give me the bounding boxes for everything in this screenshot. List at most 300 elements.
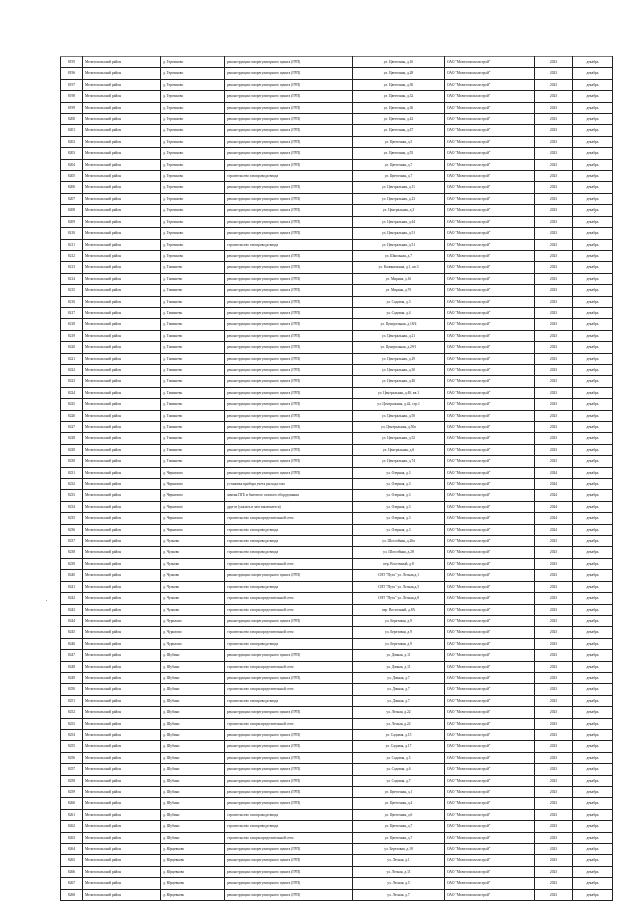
- address-cell: ул. Центральная, д.52: [353, 433, 445, 444]
- district-cell: Мелитопольский район: [83, 285, 161, 296]
- contractor-cell: ОАО "Мелитопольгазстрой": [445, 68, 535, 79]
- address-cell: ул. Садовая, д.17: [353, 741, 445, 752]
- year-cell: 2023: [535, 878, 573, 889]
- contractor-cell: ОАО "Мелитопольгазстрой": [445, 467, 535, 478]
- address-cell: ул. Центральная, д.42, стр.1: [353, 399, 445, 410]
- district-cell: Мелитопольский район: [83, 399, 161, 410]
- month-cell: декабрь: [573, 547, 613, 558]
- row-number: 8215: [61, 285, 83, 296]
- work-type-cell: замена ПГБ и бытового газового оборудования: [225, 490, 353, 501]
- address-cell: ул. Центральная, д.30: [353, 364, 445, 375]
- work-type-cell: строительство газораспределительной сети: [225, 604, 353, 615]
- address-cell: ул. Цветочная, д.7: [353, 832, 445, 843]
- locality-cell: д. Шубино: [161, 707, 225, 718]
- year-cell: 2023: [535, 91, 573, 102]
- locality-cell: д. Терешково: [161, 114, 225, 125]
- row-number: 8260: [61, 798, 83, 809]
- work-type-cell: строительство газопровода-ввода: [225, 171, 353, 182]
- contractor-cell: ОАО "Мелитопольгазстрой": [445, 250, 535, 261]
- year-cell: 2023: [535, 456, 573, 467]
- work-type-cell: другое (указать в чем заключается): [225, 501, 353, 512]
- locality-cell: д. Тимашево: [161, 444, 225, 455]
- month-cell: декабрь: [573, 171, 613, 182]
- row-number: 8199: [61, 102, 83, 113]
- row-number: 8259: [61, 787, 83, 798]
- locality-cell: д. Шубино: [161, 787, 225, 798]
- table-row: [61, 171, 613, 182]
- district-cell: Мелитопольский район: [83, 581, 161, 592]
- work-type-cell: реконструкция газорегуляторного пункта (ГРП): [225, 376, 353, 387]
- address-cell: ул. Лесная, д.7: [353, 889, 445, 900]
- contractor-cell: ОАО "Мелитопольгазстрой": [445, 387, 535, 398]
- locality-cell: д. Терешково: [161, 68, 225, 79]
- table-row: [61, 878, 613, 889]
- month-cell: декабрь: [573, 650, 613, 661]
- table-row: [61, 844, 613, 855]
- district-cell: Мелитопольский район: [83, 501, 161, 512]
- address-cell: ул. Центральная, д.18/4: [353, 319, 445, 330]
- locality-cell: д. Тимашево: [161, 319, 225, 330]
- row-number: 8221: [61, 353, 83, 364]
- table-row: [61, 593, 613, 604]
- work-type-cell: реконструкция газорегуляторного пункта (ГРП): [225, 672, 353, 683]
- work-type-cell: реконструкция газорегуляторного пункта (ГРП): [225, 136, 353, 147]
- district-cell: Мелитопольский район: [83, 193, 161, 204]
- row-number: 8207: [61, 193, 83, 204]
- year-cell: 2023: [535, 399, 573, 410]
- district-cell: Мелитопольский район: [83, 809, 161, 820]
- locality-cell: д. Шубино: [161, 661, 225, 672]
- table-row: [61, 524, 613, 535]
- district-cell: Мелитопольский район: [83, 262, 161, 273]
- address-cell: ул. Озерная, д.3: [353, 524, 445, 535]
- contractor-cell: ОАО "Мелитопольгазстрой": [445, 79, 535, 90]
- address-cell: ул. Дачная, д.11: [353, 650, 445, 661]
- locality-cell: д. Чулково: [161, 547, 225, 558]
- month-cell: декабрь: [573, 353, 613, 364]
- work-type-cell: строительство газораспределительной сети: [225, 718, 353, 729]
- address-cell: ул. Центральная, д.40, кв.1: [353, 387, 445, 398]
- district-cell: Мелитопольский район: [83, 558, 161, 569]
- address-cell: ул. Центральная, д.29: [353, 353, 445, 364]
- table-row: [61, 855, 613, 866]
- row-number: 8229: [61, 444, 83, 455]
- row-number: 8237: [61, 536, 83, 547]
- address-cell: ул. Центральная, д.74: [353, 456, 445, 467]
- table-row: [61, 422, 613, 433]
- row-number: 8217: [61, 307, 83, 318]
- table-row: [61, 821, 613, 832]
- month-cell: декабрь: [573, 672, 613, 683]
- row-number: 8252: [61, 707, 83, 718]
- locality-cell: д. Терешково: [161, 159, 225, 170]
- work-type-cell: реконструкция газорегуляторного пункта (ГРП): [225, 878, 353, 889]
- year-cell: 2023: [535, 752, 573, 763]
- district-cell: Мелитопольский район: [83, 684, 161, 695]
- month-cell: декабрь: [573, 855, 613, 866]
- address-cell: ул. Озерная, д.3: [353, 513, 445, 524]
- work-type-cell: реконструкция газорегуляторного пункта (ГРП): [225, 399, 353, 410]
- locality-cell: д. Тимашево: [161, 399, 225, 410]
- contractor-cell: ОАО "Мелитопольгазстрой": [445, 593, 535, 604]
- month-cell: декабрь: [573, 581, 613, 592]
- row-number: 8230: [61, 456, 83, 467]
- work-type-cell: реконструкция газорегуляторного пункта (ГРП): [225, 764, 353, 775]
- address-cell: ул. Озерная, д.3: [353, 479, 445, 490]
- month-cell: декабрь: [573, 262, 613, 273]
- table-row: [61, 182, 613, 193]
- address-cell: ул. Центральная, д.21: [353, 330, 445, 341]
- table-row: [61, 741, 613, 752]
- district-cell: Мелитопольский район: [83, 536, 161, 547]
- locality-cell: д. Шубино: [161, 798, 225, 809]
- address-cell: ул. Дачная, д.7: [353, 684, 445, 695]
- table-row: [61, 273, 613, 284]
- address-cell: ул. Лесная, д.22: [353, 718, 445, 729]
- month-cell: декабрь: [573, 444, 613, 455]
- table-row: [61, 159, 613, 170]
- contractor-cell: ОАО "Мелитопольгазстрой": [445, 775, 535, 786]
- contractor-cell: ОАО "Мелитопольгазстрой": [445, 102, 535, 113]
- row-number: 8227: [61, 422, 83, 433]
- year-cell: 2023: [535, 376, 573, 387]
- year-cell: 2023: [535, 821, 573, 832]
- locality-cell: д. Шубино: [161, 741, 225, 752]
- address-cell: ул. Цветочная, д.7: [353, 171, 445, 182]
- month-cell: декабрь: [573, 136, 613, 147]
- work-type-cell: реконструкция газорегуляторного пункта (ГРП): [225, 102, 353, 113]
- month-cell: декабрь: [573, 422, 613, 433]
- address-cell: ул. Цветочная, д.1: [353, 787, 445, 798]
- locality-cell: д. Терешково: [161, 239, 225, 250]
- district-cell: Мелитопольский район: [83, 68, 161, 79]
- month-cell: декабрь: [573, 490, 613, 501]
- locality-cell: д. Шубино: [161, 809, 225, 820]
- work-type-cell: строительство газопровода-ввода: [225, 239, 353, 250]
- address-cell: ул. Лесная, д.22: [353, 707, 445, 718]
- district-cell: Мелитопольский район: [83, 102, 161, 113]
- work-type-cell: реконструкция газорегуляторного пункта (ГРП): [225, 57, 353, 68]
- locality-cell: д. Тимашево: [161, 296, 225, 307]
- district-cell: Мелитопольский район: [83, 330, 161, 341]
- contractor-cell: ОАО "Мелитопольгазстрой": [445, 239, 535, 250]
- district-cell: Мелитопольский район: [83, 364, 161, 375]
- locality-cell: д. Терешково: [161, 136, 225, 147]
- row-number: 8249: [61, 672, 83, 683]
- contractor-cell: ОАО "Мелитопольгазстрой": [445, 285, 535, 296]
- year-cell: 2023: [535, 855, 573, 866]
- work-type-cell: реконструкция газорегуляторного пункта (ГРП): [225, 68, 353, 79]
- row-number: 8235: [61, 513, 83, 524]
- district-cell: Мелитопольский район: [83, 296, 161, 307]
- contractor-cell: ОАО "Мелитопольгазстрой": [445, 307, 535, 318]
- work-type-cell: реконструкция газорегуляторного пункта (ГРП): [225, 844, 353, 855]
- work-type-cell: строительство газораспределительной сети: [225, 558, 353, 569]
- month-cell: декабрь: [573, 627, 613, 638]
- year-cell: 2023: [535, 250, 573, 261]
- contractor-cell: ОАО "Мелитопольгазстрой": [445, 410, 535, 421]
- locality-cell: д. Черкизово: [161, 513, 225, 524]
- table-row: [61, 536, 613, 547]
- row-number: 8239: [61, 558, 83, 569]
- contractor-cell: ОАО "Мелитопольгазстрой": [445, 376, 535, 387]
- table-row: [61, 729, 613, 740]
- locality-cell: д. Тимашево: [161, 285, 225, 296]
- year-cell: 2023: [535, 125, 573, 136]
- contractor-cell: ОАО "Мелитопольгазстрой": [445, 729, 535, 740]
- table-row: [61, 889, 613, 900]
- address-cell: ул. Лесная, д.5: [353, 878, 445, 889]
- address-cell: ул. Цветочная, д.6: [353, 809, 445, 820]
- district-cell: Мелитопольский район: [83, 866, 161, 877]
- contractor-cell: ОАО "Мелитопольгазстрой": [445, 296, 535, 307]
- month-cell: декабрь: [573, 536, 613, 547]
- year-cell: 2023: [535, 136, 573, 147]
- locality-cell: д. Чулково: [161, 593, 225, 604]
- month-cell: декабрь: [573, 695, 613, 706]
- year-cell: 2023: [535, 182, 573, 193]
- month-cell: декабрь: [573, 239, 613, 250]
- work-type-cell: реконструкция газорегуляторного пункта (ГРП): [225, 285, 353, 296]
- district-cell: Мелитопольский район: [83, 695, 161, 706]
- district-cell: Мелитопольский район: [83, 889, 161, 900]
- year-cell: 2023: [535, 547, 573, 558]
- work-type-cell: реконструкция газорегуляторного пункта (ГРП): [225, 319, 353, 330]
- district-cell: Мелитопольский район: [83, 159, 161, 170]
- district-cell: Мелитопольский район: [83, 216, 161, 227]
- contractor-cell: ОАО "Мелитопольгазстрой": [445, 581, 535, 592]
- address-cell: СНТ "Путь" ул. Лесная,д.8: [353, 593, 445, 604]
- district-cell: Мелитопольский район: [83, 570, 161, 581]
- table-row: [61, 68, 613, 79]
- table-row: [61, 262, 613, 273]
- scan-speck: [594, 212, 595, 213]
- district-cell: Мелитопольский район: [83, 787, 161, 798]
- work-type-cell: реконструкция газорегуляторного пункта (ГРП): [225, 570, 353, 581]
- month-cell: декабрь: [573, 501, 613, 512]
- month-cell: декабрь: [573, 114, 613, 125]
- address-cell: ул. Центральная, д.6: [353, 444, 445, 455]
- work-type-cell: реконструкция газорегуляторного пункта (ГРП): [225, 330, 353, 341]
- row-number: 8261: [61, 809, 83, 820]
- year-cell: 2023: [535, 672, 573, 683]
- year-cell: 2023: [535, 68, 573, 79]
- year-cell: 2023: [535, 627, 573, 638]
- locality-cell: д. Терешково: [161, 91, 225, 102]
- table-row: [61, 376, 613, 387]
- address-cell: ул. Лесная, д.11: [353, 866, 445, 877]
- year-cell: 2023: [535, 729, 573, 740]
- contractor-cell: ОАО "Мелитопольгазстрой": [445, 866, 535, 877]
- table-row: [61, 228, 613, 239]
- locality-cell: д. Шубино: [161, 650, 225, 661]
- district-cell: Мелитопольский район: [83, 250, 161, 261]
- address-cell: ул. Цветочная, д.42: [353, 114, 445, 125]
- district-cell: Мелитопольский район: [83, 376, 161, 387]
- year-cell: 2023: [535, 615, 573, 626]
- month-cell: декабрь: [573, 376, 613, 387]
- work-type-cell: реконструкция газорегуляторного пункта (ГРП): [225, 125, 353, 136]
- table-row: [61, 353, 613, 364]
- district-cell: Мелитопольский район: [83, 433, 161, 444]
- year-cell: 2023: [535, 205, 573, 216]
- month-cell: декабрь: [573, 741, 613, 752]
- work-type-cell: реконструкция газорегуляторного пункта (ГРП): [225, 775, 353, 786]
- month-cell: декабрь: [573, 775, 613, 786]
- year-cell: 2023: [535, 342, 573, 353]
- contractor-cell: ОАО "Мелитопольгазстрой": [445, 444, 535, 455]
- address-cell: ул. Центральная, д.44: [353, 216, 445, 227]
- row-number: 8197: [61, 79, 83, 90]
- year-cell: 2023: [535, 159, 573, 170]
- month-cell: декабрь: [573, 467, 613, 478]
- address-cell: ул. Садовая, д.5: [353, 752, 445, 763]
- table-row: [61, 319, 613, 330]
- month-cell: декабрь: [573, 764, 613, 775]
- district-cell: Мелитопольский район: [83, 205, 161, 216]
- year-cell: 2023: [535, 866, 573, 877]
- table-row: [61, 661, 613, 672]
- month-cell: декабрь: [573, 707, 613, 718]
- table-row: [61, 296, 613, 307]
- row-number: 8263: [61, 832, 83, 843]
- year-cell: 2024: [535, 479, 573, 490]
- locality-cell: д. Черкизово: [161, 467, 225, 478]
- month-cell: декабрь: [573, 513, 613, 524]
- locality-cell: д. Тимашево: [161, 307, 225, 318]
- month-cell: декабрь: [573, 205, 613, 216]
- month-cell: декабрь: [573, 182, 613, 193]
- work-type-cell: строительство газораспределительной сети: [225, 593, 353, 604]
- address-cell: ул. Цветочная, д.30: [353, 79, 445, 90]
- row-number: 8244: [61, 615, 83, 626]
- month-cell: декабрь: [573, 479, 613, 490]
- row-number: 8266: [61, 866, 83, 877]
- address-cell: ул. Березовая, д.9: [353, 615, 445, 626]
- contractor-cell: ОАО "Мелитопольгазстрой": [445, 672, 535, 683]
- contractor-cell: ОАО "Мелитопольгазстрой": [445, 844, 535, 855]
- month-cell: декабрь: [573, 57, 613, 68]
- contractor-cell: ОАО "Мелитопольгазстрой": [445, 638, 535, 649]
- work-type-cell: реконструкция газорегуляторного пункта (ГРП): [225, 855, 353, 866]
- work-type-cell: реконструкция газорегуляторного пункта (ГРП): [225, 752, 353, 763]
- table-row: [61, 684, 613, 695]
- address-cell: ул. Цветочная, д.7: [353, 821, 445, 832]
- row-number: 8195: [61, 57, 83, 68]
- address-cell: ул. Садовая, д.15: [353, 729, 445, 740]
- table-row: [61, 695, 613, 706]
- year-cell: 2024: [535, 467, 573, 478]
- contractor-cell: ОАО "Мелитопольгазстрой": [445, 148, 535, 159]
- work-type-cell: реконструкция газорегуляторного пункта (ГРП): [225, 342, 353, 353]
- row-number: 8233: [61, 490, 83, 501]
- contractor-cell: ОАО "Мелитопольгазстрой": [445, 364, 535, 375]
- row-number: 8208: [61, 205, 83, 216]
- table-row: [61, 148, 613, 159]
- address-cell: ул. Калиничкина, д.1, кв.3: [353, 262, 445, 273]
- district-cell: Мелитопольский район: [83, 729, 161, 740]
- table-row: [61, 456, 613, 467]
- address-cell: ул. Центральная, д.51: [353, 228, 445, 239]
- contractor-cell: ОАО "Мелитопольгазстрой": [445, 159, 535, 170]
- district-cell: Мелитопольский район: [83, 273, 161, 284]
- row-number: 8213: [61, 262, 83, 273]
- year-cell: 2023: [535, 844, 573, 855]
- work-type-cell: реконструкция газорегуляторного пункта (ГРП): [225, 467, 353, 478]
- year-cell: 2023: [535, 707, 573, 718]
- year-cell: 2024: [535, 490, 573, 501]
- locality-cell: д. Тимашево: [161, 456, 225, 467]
- month-cell: декабрь: [573, 148, 613, 159]
- address-cell: ул. Мирная, д.7б: [353, 285, 445, 296]
- locality-cell: д. Юрцевково: [161, 889, 225, 900]
- district-cell: Мелитопольский район: [83, 136, 161, 147]
- year-cell: 2023: [535, 684, 573, 695]
- locality-cell: д. Чулково: [161, 604, 225, 615]
- table-row: [61, 205, 613, 216]
- contractor-cell: ОАО "Мелитопольгазстрой": [445, 342, 535, 353]
- district-cell: Мелитопольский район: [83, 148, 161, 159]
- locality-cell: д. Терешково: [161, 148, 225, 159]
- month-cell: декабрь: [573, 832, 613, 843]
- month-cell: декабрь: [573, 159, 613, 170]
- contractor-cell: ОАО "Мелитопольгазстрой": [445, 216, 535, 227]
- locality-cell: д. Шубино: [161, 684, 225, 695]
- month-cell: декабрь: [573, 228, 613, 239]
- year-cell: 2023: [535, 148, 573, 159]
- year-cell: 2023: [535, 433, 573, 444]
- scan-speck: [46, 600, 47, 601]
- district-cell: Мелитопольский район: [83, 547, 161, 558]
- year-cell: 2023: [535, 239, 573, 250]
- row-number: 8224: [61, 387, 83, 398]
- district-cell: Мелитопольский район: [83, 387, 161, 398]
- work-type-cell: строительство газопровода-ввода: [225, 821, 353, 832]
- row-number: 8248: [61, 661, 83, 672]
- table-row: [61, 604, 613, 615]
- month-cell: декабрь: [573, 798, 613, 809]
- address-cell: пер. Восточный, д.8: [353, 558, 445, 569]
- contractor-cell: ОАО "Мелитопольгазстрой": [445, 228, 535, 239]
- contractor-cell: ОАО "Мелитопольгазстрой": [445, 661, 535, 672]
- locality-cell: д. Терешково: [161, 228, 225, 239]
- district-cell: Мелитопольский район: [83, 821, 161, 832]
- year-cell: 2023: [535, 809, 573, 820]
- month-cell: декабрь: [573, 364, 613, 375]
- work-type-cell: реконструкция газорегуляторного пункта (ГРП): [225, 433, 353, 444]
- contractor-cell: ОАО "Мелитопольгазстрой": [445, 125, 535, 136]
- row-number: 8243: [61, 604, 83, 615]
- address-cell: ул. Школьная, д.7: [353, 250, 445, 261]
- work-type-cell: реконструкция газорегуляторного пункта (ГРП): [225, 148, 353, 159]
- district-cell: Мелитопольский район: [83, 456, 161, 467]
- contractor-cell: ОАО "Мелитопольгазстрой": [445, 604, 535, 615]
- contractor-cell: ОАО "Мелитопольгазстрой": [445, 798, 535, 809]
- table-row: [61, 718, 613, 729]
- address-cell: ул. Озерная, д.3: [353, 467, 445, 478]
- table-row: [61, 250, 613, 261]
- locality-cell: д. Юрцевково: [161, 844, 225, 855]
- address-cell: ул. Дачная, д.7: [353, 695, 445, 706]
- contractor-cell: ОАО "Мелитопольгазстрой": [445, 695, 535, 706]
- district-cell: Мелитопольский район: [83, 707, 161, 718]
- district-cell: Мелитопольский район: [83, 91, 161, 102]
- locality-cell: д. Терешково: [161, 205, 225, 216]
- address-cell: ул. Цветочная, д.7: [353, 159, 445, 170]
- month-cell: декабрь: [573, 821, 613, 832]
- row-number: 8206: [61, 182, 83, 193]
- locality-cell: д. Терешково: [161, 182, 225, 193]
